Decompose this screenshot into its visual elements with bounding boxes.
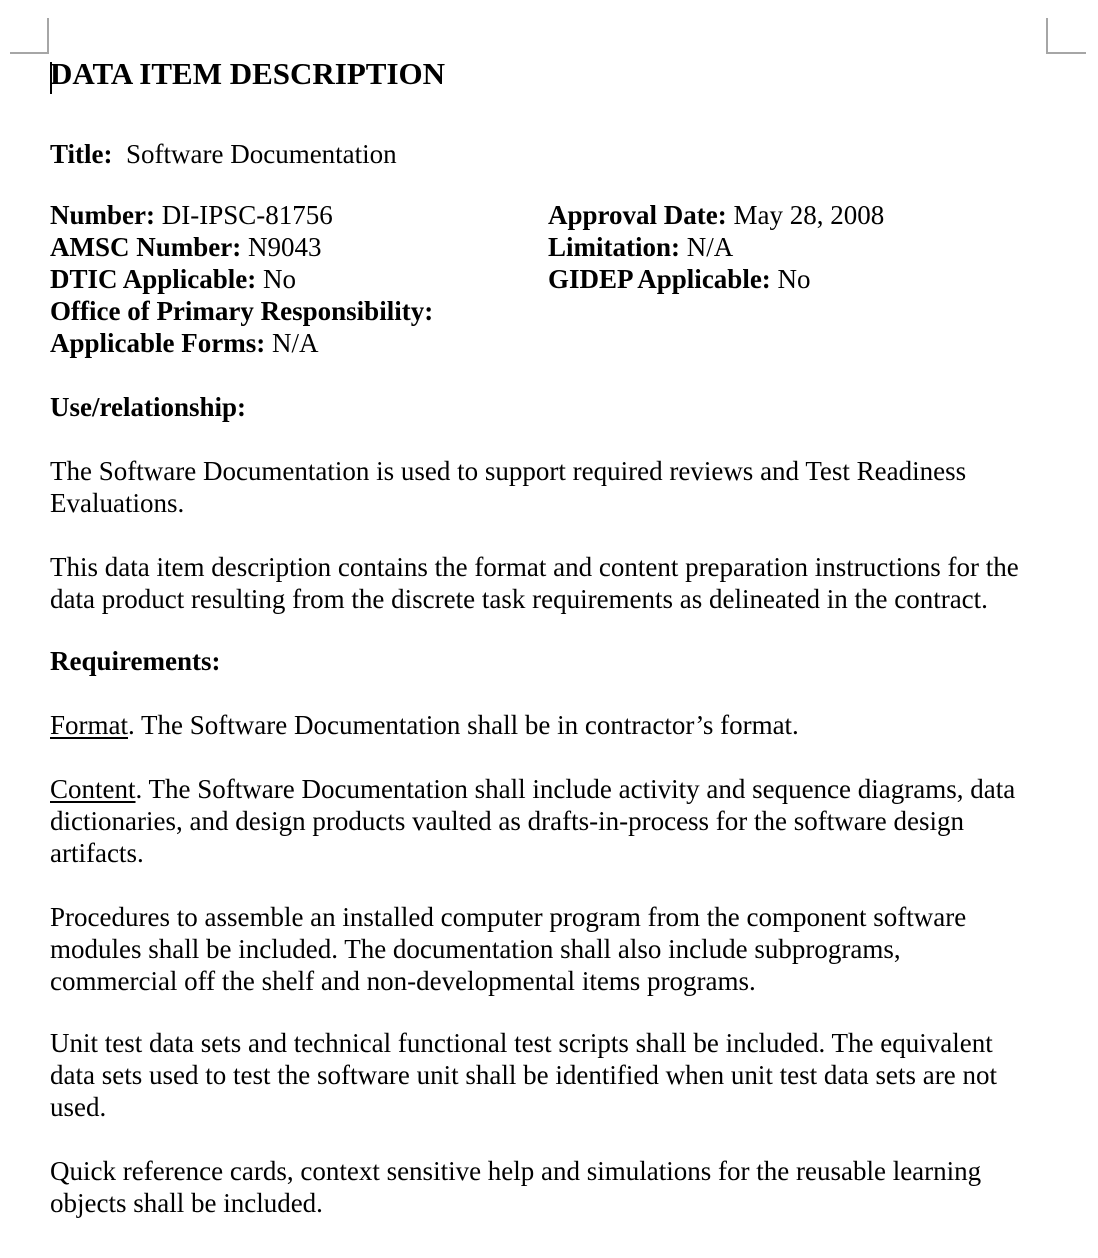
paragraph-line: The Software Documentation is used to support required reviews and Test Readiness: [50, 456, 967, 486]
requirement-content: [50, 773, 1060, 869]
field-number-label: Number:: [50, 200, 155, 230]
field-amsc-number-label: AMSC Number:: [50, 232, 242, 262]
paragraph-line: This data item description contains the format and content preparation instructions for the: [50, 552, 1019, 582]
requirements-section: [50, 645, 1060, 677]
field-applicable-forms-value: N/A: [272, 328, 319, 358]
title-label: Title:: [50, 139, 113, 169]
format-term: Format: [50, 710, 128, 740]
crop-mark-top-right-vertical: [1046, 18, 1048, 54]
requirements-heading: Requirements:: [50, 646, 221, 676]
field-applicable-forms: [50, 327, 540, 359]
paragraph-line: commercial off the shelf and non-developmental items programs.: [50, 966, 756, 996]
paragraph-line: Evaluations.: [50, 488, 185, 518]
use-relationship-paragraph-2: [50, 551, 1060, 615]
field-amsc-number: [50, 231, 540, 263]
field-dtic-applicable-value: No: [263, 264, 297, 294]
field-approval-date-value: May 28, 2008: [733, 200, 885, 230]
field-gidep-applicable-label: GIDEP Applicable:: [548, 264, 771, 294]
field-limitation-label: Limitation:: [548, 232, 680, 262]
paragraph-line: data product resulting from the discrete task requirements as delineated in the contract.: [50, 584, 988, 614]
field-amsc-number-value: N9043: [247, 232, 322, 262]
crop-mark-top-left-horizontal: [10, 52, 49, 54]
paragraph-line: artifacts.: [50, 838, 144, 868]
field-number-value: DI-IPSC-81756: [161, 200, 333, 230]
paragraph-line: Procedures to assemble an installed computer program from the component software: [50, 902, 967, 932]
content-term: Content: [50, 774, 136, 804]
title-line: [50, 138, 1060, 170]
paragraph-line: Quick reference cards, context sensitive help and simulations for the reusable learning: [50, 1156, 982, 1186]
paragraph-line: used.: [50, 1092, 107, 1122]
field-number: [50, 199, 540, 231]
paragraph-line: Unit test data sets and technical functional test scripts shall be included. The equivalent: [50, 1028, 993, 1058]
format-text: . The Software Documentation shall be in contractor’s format.: [128, 710, 799, 740]
use-relationship-heading: Use/relationship:: [50, 392, 247, 422]
field-limitation-value: N/A: [686, 232, 734, 262]
paragraph-line: modules shall be included. The documentation shall also include subprograms,: [50, 934, 901, 964]
use-relationship-paragraph-1: [50, 455, 1060, 519]
requirement-quick-reference: [50, 1155, 1060, 1219]
field-approval-date: [548, 199, 1048, 231]
field-gidep-applicable: [548, 263, 1048, 295]
requirement-procedures: [50, 901, 1060, 997]
field-office-label: Office of Primary Responsibility:: [50, 296, 434, 326]
field-dtic-applicable-label: DTIC Applicable:: [50, 264, 257, 294]
fields-right-column: [548, 199, 1048, 295]
requirement-format: [50, 709, 1060, 741]
paragraph-line: objects shall be included.: [50, 1188, 323, 1218]
field-limitation: [548, 231, 1048, 263]
use-relationship-section: [50, 391, 1060, 423]
field-gidep-applicable-value: No: [777, 264, 811, 294]
title-value: Software Documentation: [126, 139, 397, 169]
fields-left-column: [50, 199, 540, 359]
document-heading: DATA ITEM DESCRIPTION: [50, 56, 446, 91]
field-approval-date-label: Approval Date:: [548, 200, 727, 230]
content-text: . The Software Documentation shall include activity and sequence diagrams, data: [135, 774, 1016, 804]
field-office-of-primary-responsibility: [50, 295, 540, 327]
crop-mark-top-left-vertical: [47, 18, 49, 54]
paragraph-line: data sets used to test the software unit shall be identified when unit test data sets are not: [50, 1060, 998, 1090]
field-applicable-forms-label: Applicable Forms:: [50, 328, 266, 358]
field-dtic-applicable: [50, 263, 540, 295]
crop-mark-top-right-horizontal: [1046, 52, 1086, 54]
requirement-unit-test: [50, 1027, 1060, 1123]
paragraph-line: dictionaries, and design products vaulted as drafts-in-process for the software design: [50, 806, 964, 836]
